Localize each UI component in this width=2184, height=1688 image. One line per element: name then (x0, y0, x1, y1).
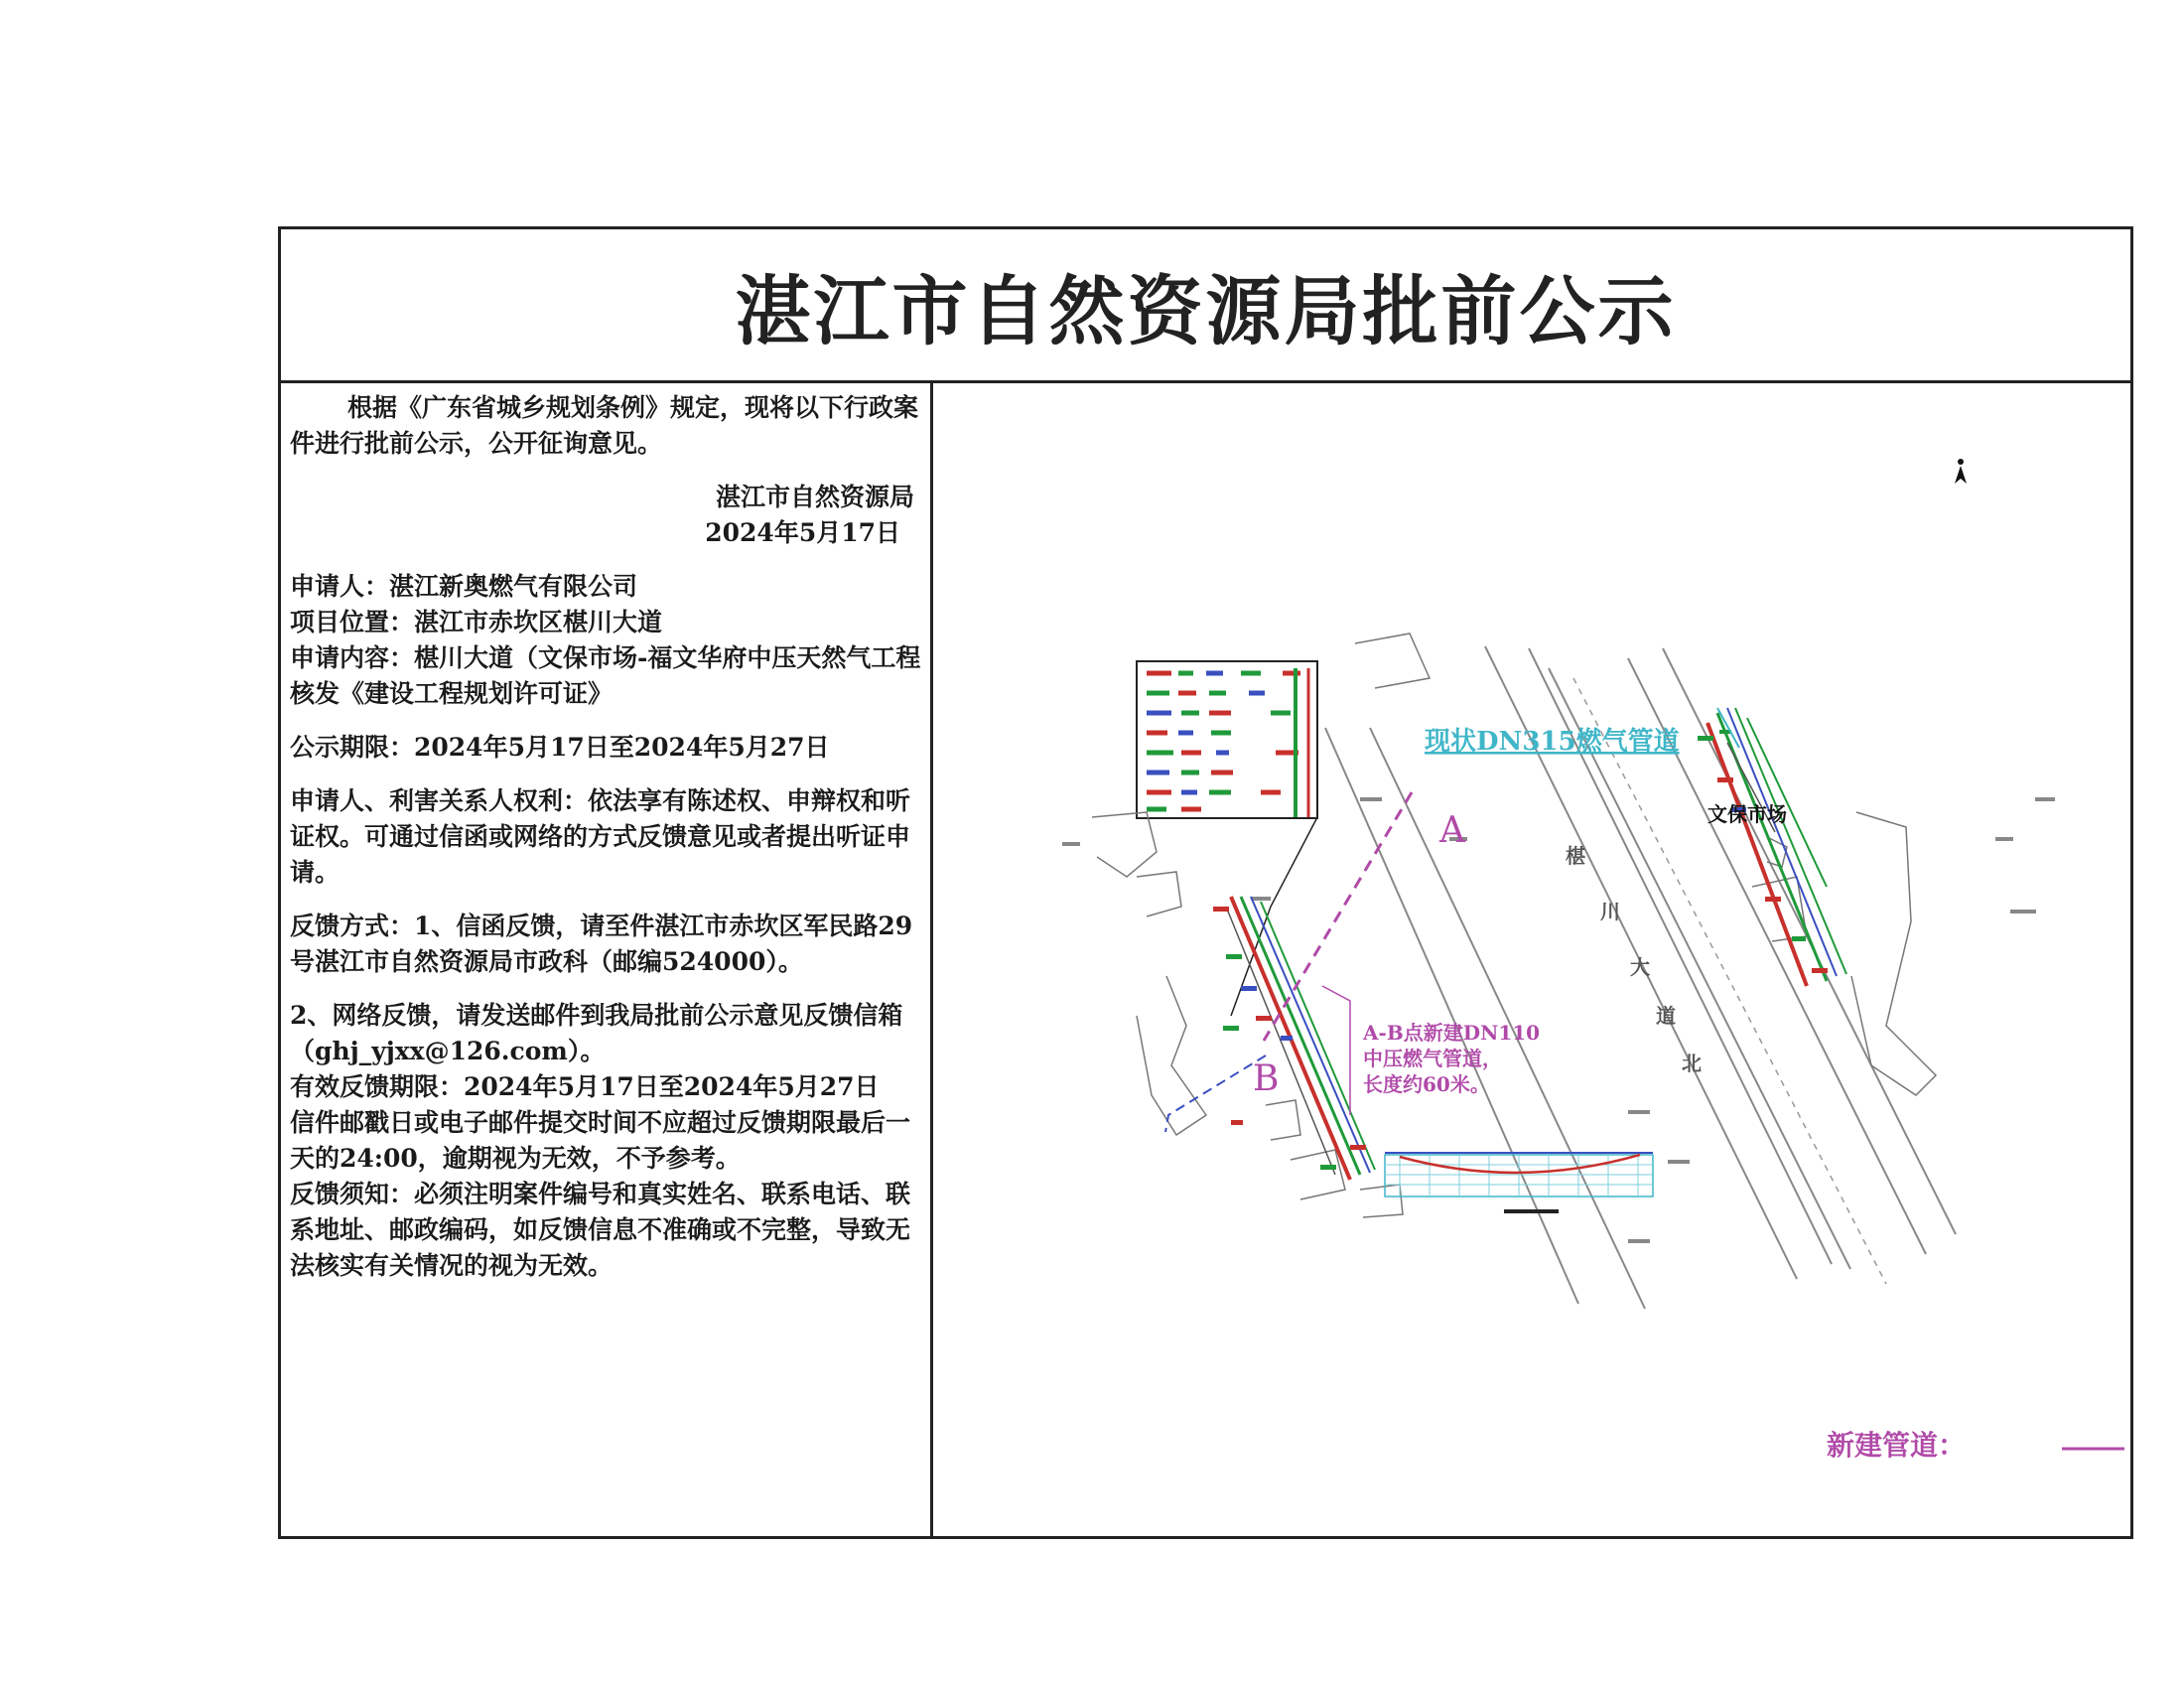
road-char-4: 道 (1656, 1004, 1676, 1028)
page-title: 湛江市自然资源局批前公示 (735, 266, 1677, 355)
existing-pipe-label: 现状DN315燃气管道 (1425, 727, 1680, 757)
site-map (933, 380, 2130, 1536)
road-char-1: 椹 (1566, 844, 1585, 868)
legend-label: 新建管道： (1827, 1429, 1967, 1462)
road-char-3: 大 (1630, 955, 1650, 979)
annotation-line-1: A-B点新建DN110 (1363, 1021, 1541, 1045)
blue-dash-line (1165, 1055, 1266, 1132)
applicant: 申请人：湛江新奥燃气有限公司 (290, 572, 638, 601)
pipelines-a (1707, 708, 1846, 986)
feedback-email: 2、网络反馈，请发送邮件到我局批前公示意见反馈信箱（ghj_yjxx@126.com）。 (290, 1001, 903, 1065)
annotation-line-2: 中压燃气管道， (1363, 1047, 1502, 1070)
notice-period: 公示期限：2024年5月17日至2024年5月27日 (290, 733, 830, 762)
intro-paragraph: 根据《广东省城乡规划条例》规定，现将以下行政案件进行批前公示，公开征询意见。 (290, 393, 919, 458)
road-char-5: 北 (1682, 1052, 1702, 1075)
market-label: 文保市场 (1707, 802, 1787, 826)
point-a-label: A (1439, 810, 1465, 851)
issuer: 湛江市自然资源局 (715, 483, 914, 511)
title-row (281, 229, 2130, 383)
annotation-line-3: 长度约60米。 (1363, 1072, 1490, 1096)
notice-text-column (281, 380, 933, 1536)
ab-annotation (1362, 1021, 1540, 1096)
new-pipe-ab (1264, 792, 1412, 1041)
road-centerline (1573, 678, 1886, 1284)
profile-section (1385, 1153, 1653, 1213)
feedback-mail: 反馈方式：1、信函反馈，请至件湛江市赤坎区军民路29号湛江市自然资源局市政科（邮编524000）。 (290, 912, 913, 976)
point-b-label: B (1253, 1058, 1280, 1099)
project-location: 项目位置：湛江市赤坎区椹川大道 (290, 608, 663, 636)
notice-frame (278, 226, 2133, 1539)
rights-paragraph: 申请人、利害关系人权利：依法享有陈述权、申辩权和听证权。可通过信函或网络的方式反馈意见或者提出听证申请。 (290, 786, 911, 887)
deadline-note: 信件邮戳日或电子邮件提交时间不应超过反馈期限最后一天的24:00，逾期视为无效，不予参考。 (290, 1108, 911, 1173)
pipe-data-table (1137, 661, 1317, 818)
survey-marks (1062, 797, 2055, 1243)
valid-period: 有效反馈期限：2024年5月17日至2024年5月27日 (290, 1072, 880, 1101)
application-content: 申请内容：椹川大道（文保市场-福文华府中压天然气工程核发《建设工程规划许可证》 (290, 643, 921, 708)
pipelines-b (1226, 897, 1375, 1180)
north-arrow-icon (1955, 459, 1967, 484)
road-char-2: 川 (1600, 900, 1620, 923)
issue-date: 2024年5月17日 (705, 518, 900, 547)
site-map-panel (933, 380, 2130, 1536)
feedback-requirements: 反馈须知：必须注明案件编号和真实姓名、联系电话、联系地址、邮政编码，如反馈信息不准确或不完整，导致无法核实有关情况的视为无效。 (290, 1180, 911, 1280)
